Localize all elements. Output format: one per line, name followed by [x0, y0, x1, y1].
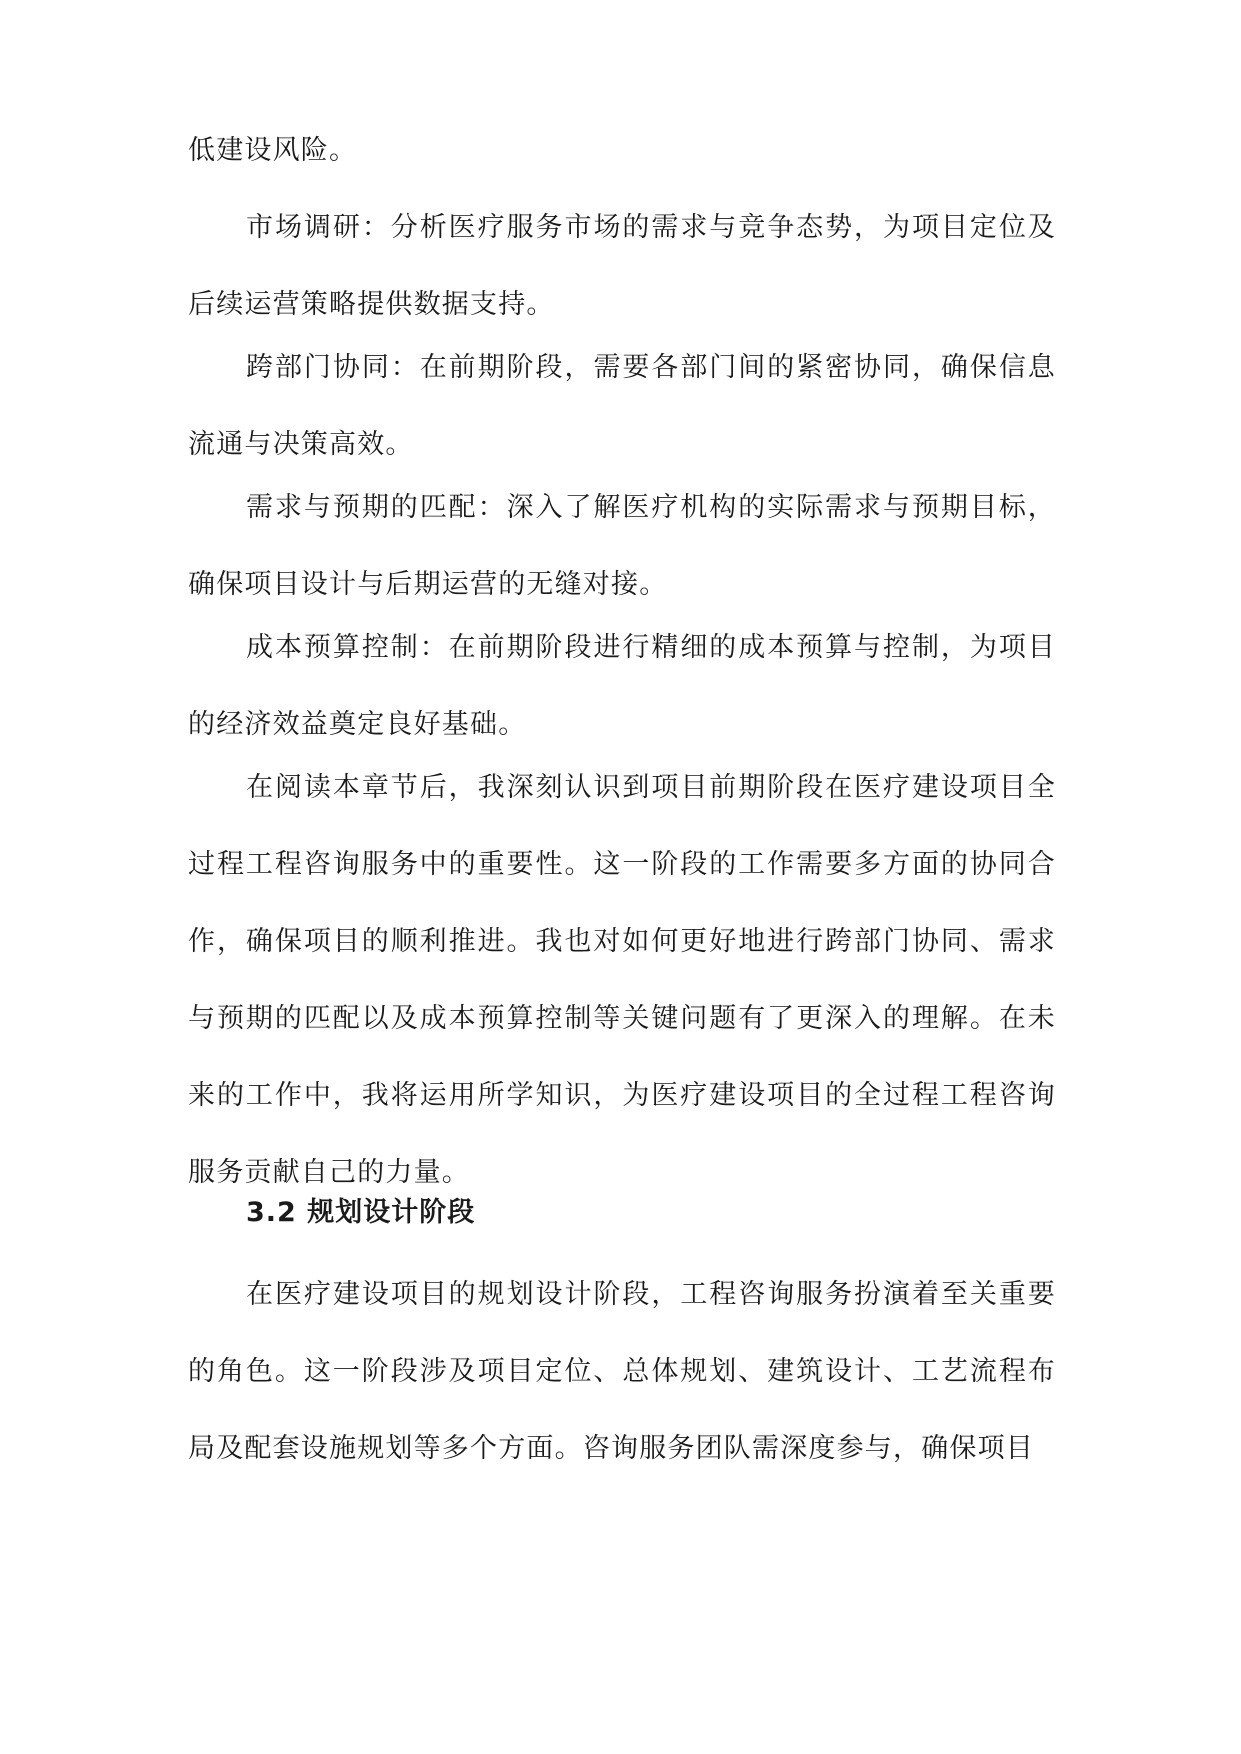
paragraph-cross-department: 跨部门协同：在前期阶段，需要各部门间的紧密协同，确保信息流通与决策高效。 — [188, 352, 1056, 460]
paragraph-planning-design: 在医疗建设项目的规划设计阶段，工程咨询服务扮演着至关重要的角色。这一阶段涉及项目定位、总体规划、建筑设计、工艺流程布局及配套设施规划等多个方面。咨询服务团队需深度参与，确保项目 — [188, 1279, 1056, 1464]
section-heading: 3.2 规划设计阶段 — [246, 1197, 476, 1228]
paragraph-cost-control: 成本预算控制：在前期阶段进行精细的成本预算与控制，为项目的经济效益奠定良好基础。 — [188, 632, 1056, 740]
paragraph-demand-matching: 需求与预期的匹配：深入了解医疗机构的实际需求与预期目标，确保项目设计与后期运营的无缝对接。 — [188, 492, 1056, 600]
paragraph-reflection: 在阅读本章节后，我深刻认识到项目前期阶段在医疗建设项目全过程工程咨询服务中的重要性。这一阶段的工作需要多方面的协同合作，确保项目的顺利推进。我也对如何更好地进行跨部门协同、需求与预期的匹配以及成本预算控制等关键问题有了更深入的理解。在未来的工作中，我将运用所学知识，为医疗建设项目的全过程工程咨询服务贡献自己的力量。 — [188, 772, 1056, 1188]
paragraph-continuation: 低建设风险。 — [188, 135, 358, 166]
paragraph-market-research: 市场调研：分析医疗服务市场的需求与竞争态势，为项目定位及后续运营策略提供数据支持。 — [188, 212, 1056, 320]
